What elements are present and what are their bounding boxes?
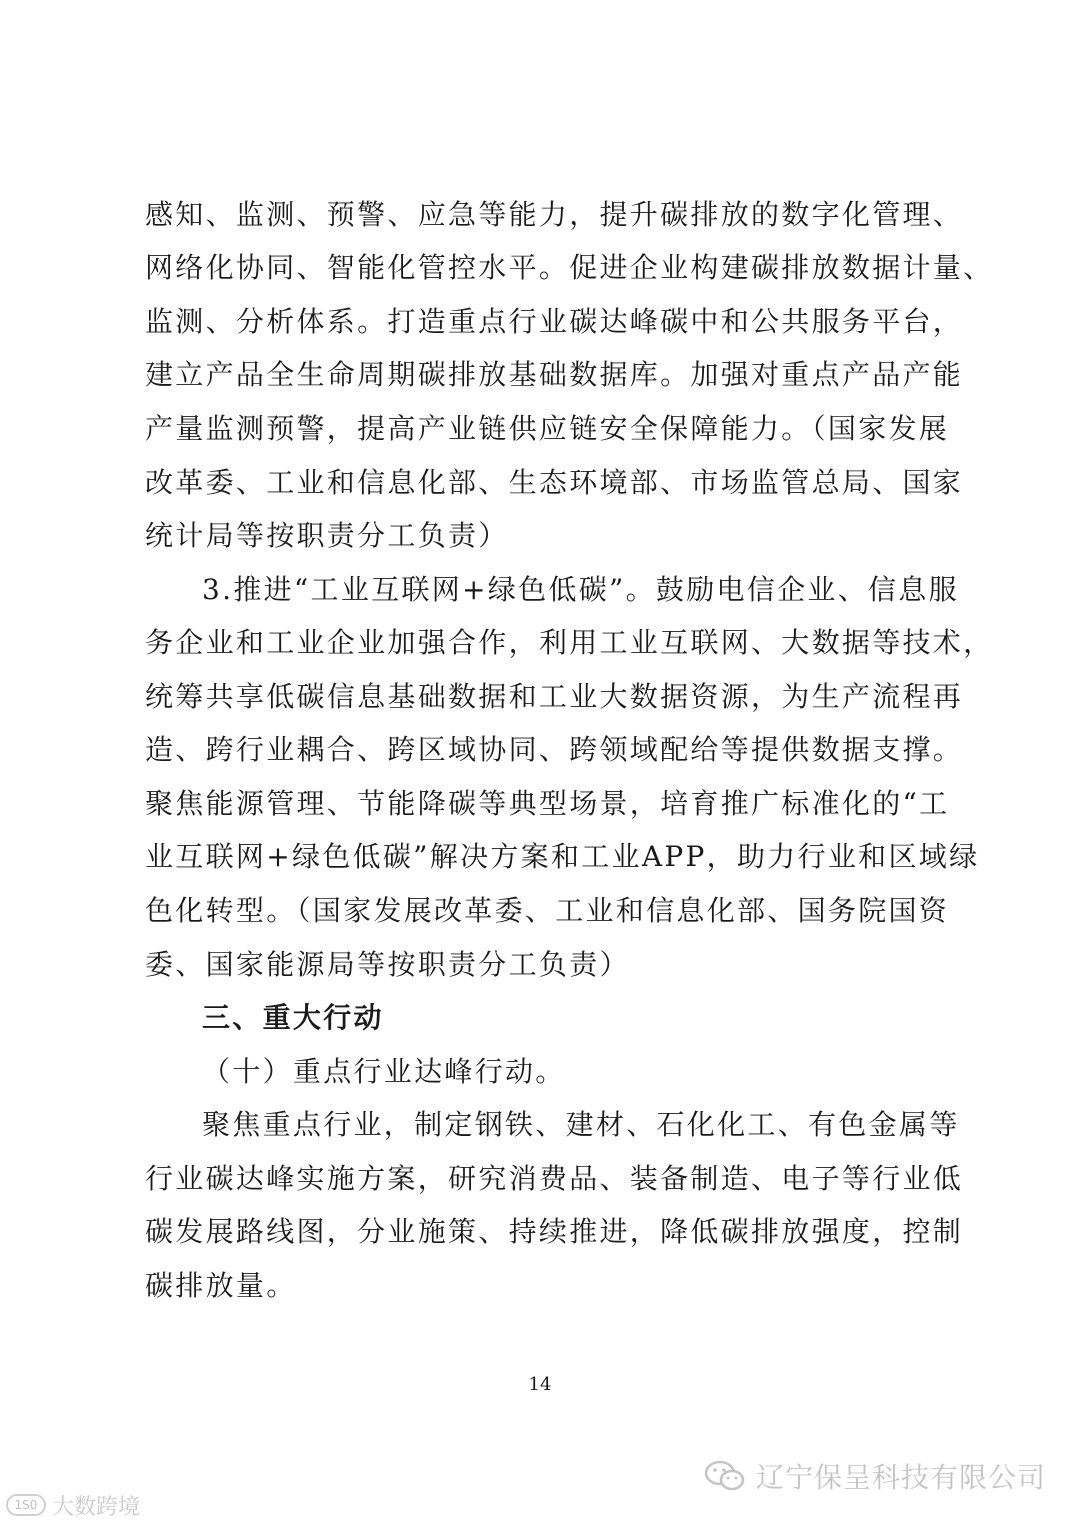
text-line: 3.推进“工业互联网+绿色低碳”。鼓励电信企业、信息服: [202, 573, 959, 606]
text-line: 网络化协同、智能化管控水平。促进企业构建碳排放数据计量、: [145, 251, 994, 284]
text-line: 造、跨行业耦合、跨区域协同、跨领域配给等提供数据支撑。: [145, 733, 964, 766]
text-line: 统筹共享低碳信息基础数据和工业大数据资源，为生产流程再: [145, 680, 964, 713]
text-line: 监测、分析体系。打造重点行业碳达峰碳中和公共服务平台，: [145, 305, 964, 338]
text-line: 务企业和工业企业加强合作，利用工业互联网、大数据等技术，: [145, 626, 994, 659]
watermark-right: [704, 1458, 1046, 1494]
text-line: 统计局等按职责分工负责）: [145, 519, 509, 552]
text-line: 聚焦重点行业，制定钢铁、建材、石化化工、有色金属等: [202, 1108, 960, 1141]
watermark-left: [6, 1490, 140, 1520]
watermark-logo: 1S0: [6, 1494, 46, 1516]
wechat-icon: [704, 1460, 746, 1492]
section-heading: 三、重大行动: [202, 1001, 384, 1034]
text-line: 聚焦能源管理、节能降碳等典型场景，培育推广标准化的“工: [145, 787, 950, 820]
text-line: 碳发展路线图，分业施策、持续推进，降低碳排放强度，控制: [145, 1215, 964, 1248]
watermark-left-text: 大数跨境: [52, 1494, 141, 1520]
text-line: 委、国家能源局等按职责分工负责）: [145, 948, 630, 981]
subsection-heading: （十）重点行业达峰行动。: [202, 1055, 566, 1088]
text-line: 建立产品全生命周期碳排放基础数据库。加强对重点产品产能: [145, 358, 964, 391]
page-number: 14: [528, 1374, 552, 1395]
text-line: 行业碳达峰实施方案，研究消费品、装备制造、电子等行业低: [145, 1162, 964, 1195]
text-line: 业互联网+绿色低碳”解决方案和工业APP，助力行业和区域绿: [145, 840, 980, 873]
watermark-right-text: 辽宁保呈科技有限公司: [755, 1461, 1046, 1494]
text-line: 碳排放量。: [145, 1269, 297, 1302]
text-line: 改革委、工业和信息化部、生态环境部、市场监管总局、国家: [145, 466, 964, 499]
text-line: 感知、监测、预警、应急等能力，提升碳排放的数字化管理、: [145, 198, 964, 231]
text-line: 产量监测预警，提高产业链供应链安全保障能力。（国家发展: [145, 412, 950, 445]
text-line: 色化转型。（国家发展改革委、工业和信息化部、国务院国资: [145, 894, 950, 927]
